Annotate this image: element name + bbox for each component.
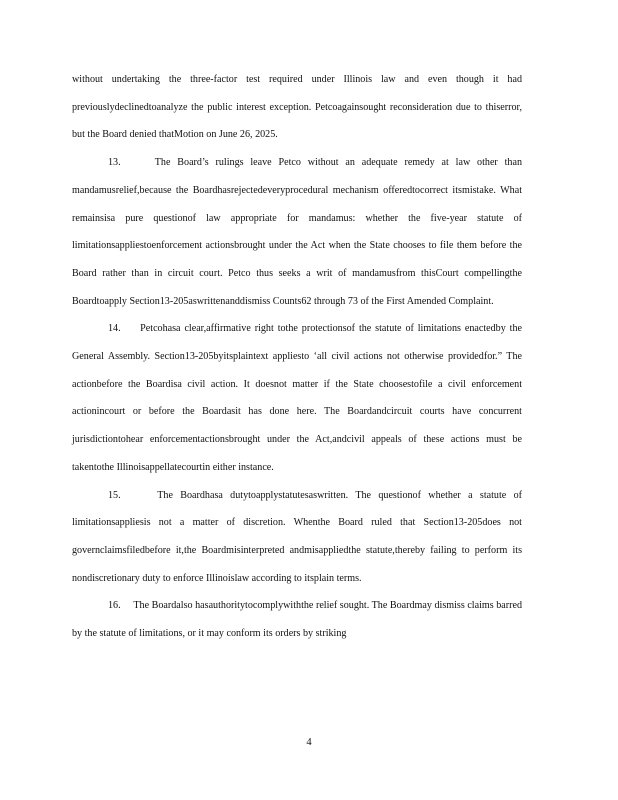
paragraph-number: 13.	[108, 157, 121, 169]
paragraph-text: The Board’s rulings leave Petco without an adequate remedy at law other than mandamusrelief,because the Boardhasrejectedeveryprocedural mechanism offeredtocorrect itsmistake. What remainsisa pure questionof law appropriate for mandamus: whether the five-year statute of limitationsappliestoenforcement actionsbrought under the Act when the State chooses to file them before the Board rather than in circuit court. Petco thus seeks a writ of mandamusfrom thisCourt compellingthe Boardtoapply Section13-205aswrittenanddismiss Counts62 through 73 of the First Amended Complaint.	[72, 157, 523, 307]
document-body	[72, 66, 522, 648]
paragraph-13	[72, 149, 522, 315]
paragraph-text: The Boardhasa dutytoapplystatutesaswritten. The questionof whether a statute of limitationsappliesis not a matter of discretion. Whenthe Board ruled that Section13-205does not governclaimsfiledbefore it,the Boardmisinterpreted andmisappliedthe statute,thereby failing to perform its nondiscretionary duty to enforce Illinoislaw according to itsplain terms.	[72, 489, 522, 584]
page-number: 4	[306, 737, 312, 748]
paragraph-text: The Boardalso hasauthoritytocomplywiththe relief sought. The Boardmay dismiss claims barred by the statute of limitations, or it may conform its orders by striking	[72, 600, 522, 640]
paragraph-number: 16.	[108, 600, 121, 612]
paragraph-14	[72, 315, 522, 481]
paragraph-16	[72, 592, 522, 647]
paragraph-number: 15.	[108, 489, 121, 501]
paragraph-number: 14.	[108, 323, 121, 335]
paragraph-continuation	[72, 66, 522, 149]
paragraph-text: without undertaking the three-factor test required under Illinois law and even though it had previouslydeclinedtoanalyze the public interest exception. Petcoagainsought reconsideration due to thiserror, but the Board denied thatMotion on June 26, 2025.	[72, 74, 522, 141]
paragraph-text: Petcohasa clear,affirmative right tothe protectionsof the statute of limitations enactedby the General Assembly. Section13-205byitsplaintext appliesto ‘all civil actions not otherwise providedfor.” The actionbefore the Boardisa civil action. It doesnot matter if the State choosestofile a civil enforcement actionincourt or before the Boardasit has done here. The Boardandcircuit courts have concurrent jurisdictiontohear enforcementactionsbrought under the Act,andcivil appeals of these actions must be takentothe Illinoisappellatecourtin either instance.	[72, 323, 522, 473]
paragraph-15	[72, 482, 522, 593]
